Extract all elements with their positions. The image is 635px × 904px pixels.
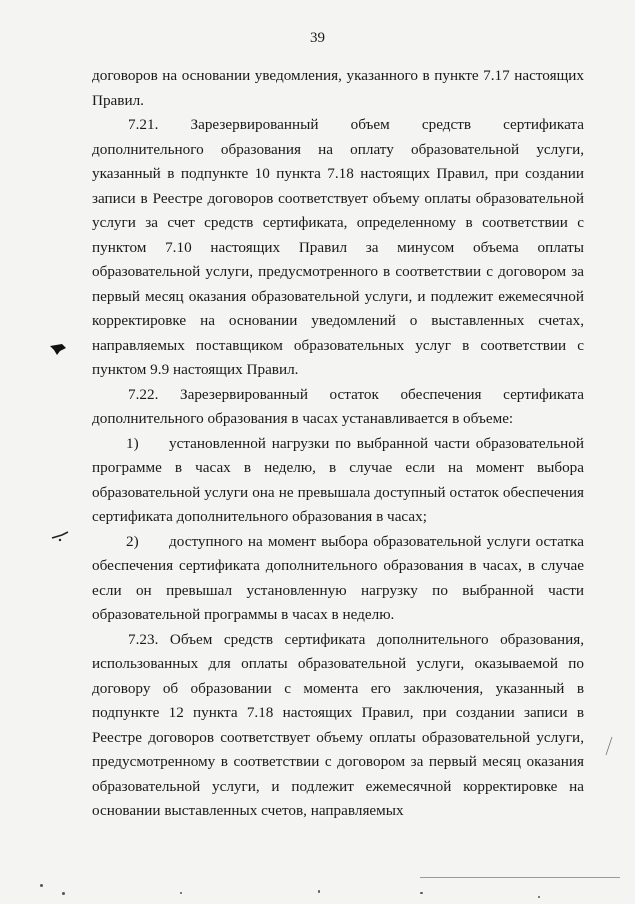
document-body	[92, 64, 584, 824]
scan-dot	[40, 884, 43, 887]
bottom-scan-line	[420, 877, 620, 878]
scan-dot	[180, 892, 182, 894]
list-item-2: 2) доступного на момент выбора образовательной услуги остатка обеспечения сертификата дополнительного образования в часах, в случае если он превышал установленную нагрузку по выбранной части образовательной программы в часах в неделю.	[92, 532, 584, 623]
scan-dot	[420, 892, 423, 894]
pen-stroke-mark	[50, 528, 72, 544]
ink-blot-mark	[48, 340, 68, 356]
clause-7-21: 7.21. Зарезервированный объем средств сертификата дополнительного образования на оплату образовательной услуги, указанный в подпункте 10 пункта 7.18 настоящих Правил, при создании записи в Реестре договоров соответствует объему оплаты образовательной услуги за счет средств сертификата, определенному в соответствии с пунктом 7.10 настоящих Правил за минусом объема оплаты образовательной услуги, предусмотренного в соответствии с договором за первый месяц оказания образовательной услуги, и подлежит ежемесячной корректировке на основании уведомлений о выставленных счетах, направляемых поставщиком образовательных услуг в соответствии с пунктом 9.9 настоящих Правил.	[92, 116, 584, 378]
list-item-1: 1) установленной нагрузки по выбранной части образовательной программе в часах в неделю, в случае если на момент выбора образовательной услуги она не превышала доступный остаток обеспечения сертификата дополнительного образования в часах;	[92, 434, 584, 525]
scan-dot	[538, 896, 540, 898]
page-number: 39	[310, 30, 325, 46]
clause-7-22: 7.22. Зарезервированный остаток обеспечения сертификата дополнительного образования в часах устанавливается в объеме:	[92, 385, 584, 427]
slash-mark	[603, 735, 615, 757]
paragraph-continuation: договоров на основании уведомления, указанного в пункте 7.17 настоящих Правил.	[92, 67, 584, 109]
scan-dot	[318, 890, 320, 893]
clause-7-23: 7.23. Объем средств сертификата дополнительного образования, использованных для оплаты образовательной услуги, оказываемой по договору об образовании с момента его заключения, указанный в подпункте 12 пункта 7.18 настоящих Правил, при создании записи в Реестре договоров соответствует объему оплаты образовательной услуги, предусмотренному в соответствии с договором за первый месяц оказания образовательной услуги, и подлежит ежемесячной корректировке на основании выставленных счетов, направляемых	[92, 630, 584, 819]
scan-dot	[62, 892, 65, 895]
